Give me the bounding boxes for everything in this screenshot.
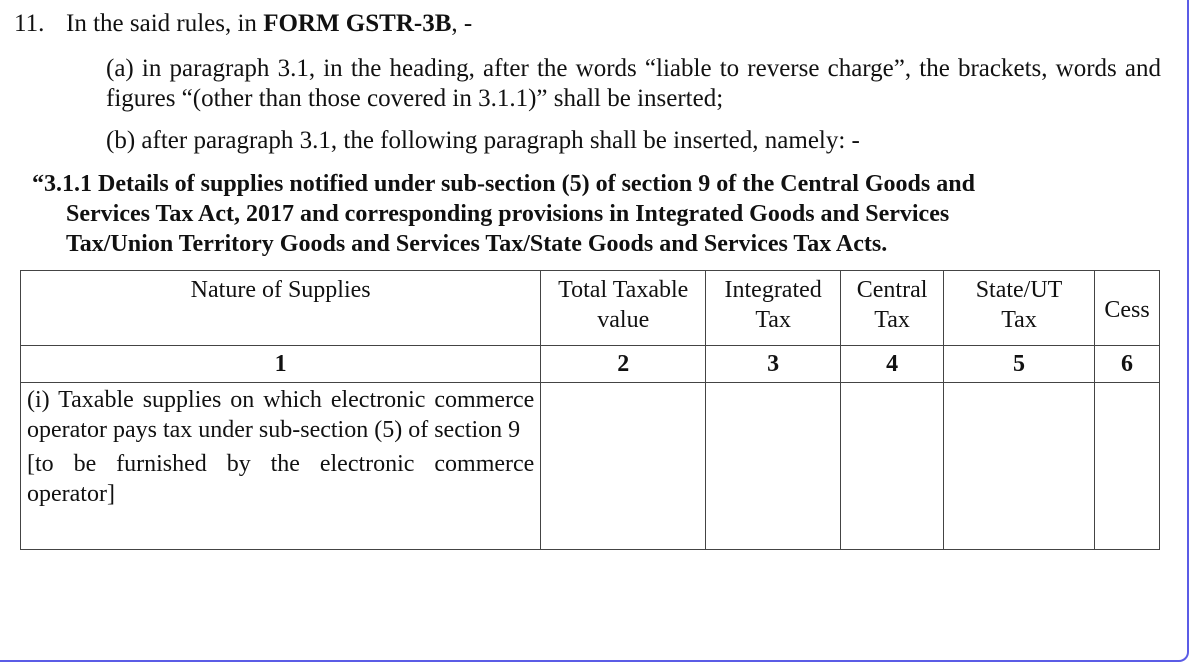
column-number: 3 [706, 346, 841, 383]
cell-central-tax [841, 383, 944, 550]
heading-line-2: Services Tax Act, 2017 and corresponding provisions in Integrated Goods and Services [66, 201, 950, 227]
column-number: 5 [944, 346, 1095, 383]
row-description-note: [to be furnished by the electronic commerce operator] [27, 451, 535, 507]
row-description [21, 383, 541, 550]
heading-line-1: “3.1.1 Details of supplies notified under sub-section (5) of section 9 of the Central Goods and [32, 171, 975, 197]
supplies-table [20, 270, 1160, 550]
table-header-row [21, 271, 1160, 346]
header-cess: Cess [1094, 271, 1159, 346]
column-number: 1 [21, 346, 541, 383]
paragraph-number: 11. [14, 10, 45, 37]
header-integrated-tax: Integrated Tax [706, 271, 841, 346]
table-row [21, 383, 1160, 550]
cell-integrated-tax [706, 383, 841, 550]
clause-a: (a) in paragraph 3.1, in the heading, after the words “liable to reverse charge”, the brackets, words and figures “(other than those covered in 3.1.1)” shall be inserted; [106, 55, 1161, 112]
heading-line-3: Tax/Union Territory Goods and Services Tax/State Goods and Services Tax Acts. [66, 231, 888, 257]
header-total-taxable-value: Total Taxable value [541, 271, 706, 346]
header-nature-of-supplies: Nature of Supplies [21, 271, 541, 346]
cell-taxable-value [541, 383, 706, 550]
column-number: 4 [841, 346, 944, 383]
column-number: 6 [1094, 346, 1159, 383]
cell-state-ut-tax [944, 383, 1095, 550]
column-number: 2 [541, 346, 706, 383]
cell-cess [1094, 383, 1159, 550]
column-number-row [21, 346, 1160, 383]
row-description-main: (i) Taxable supplies on which electronic commerce operator pays tax under sub-section (5) of section 9 [27, 387, 535, 443]
amendment-intro-suffix: , - [451, 10, 473, 37]
header-state-ut-tax: State/UT Tax [944, 271, 1095, 346]
header-central-tax: Central Tax [841, 271, 944, 346]
amendment-intro-prefix: In the said rules, in [66, 10, 264, 37]
amendment-paragraph-11 [14, 9, 472, 39]
inserted-heading-3-1-1 [32, 169, 1092, 259]
clause-b: (b) after paragraph 3.1, the following paragraph shall be inserted, namely: - [106, 127, 860, 154]
form-name: FORM GSTR-3B [263, 10, 452, 37]
